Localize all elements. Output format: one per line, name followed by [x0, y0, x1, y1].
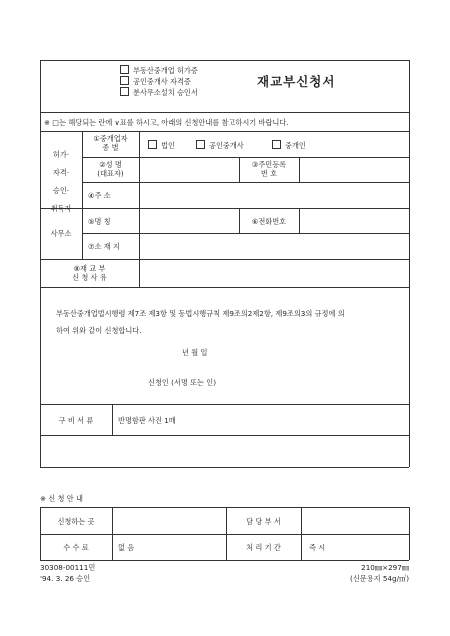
- form-number: 30308-00111민: [40, 563, 96, 572]
- checkbox-icon[interactable]: [196, 140, 205, 149]
- resident-number-field[interactable]: [301, 159, 407, 180]
- form-option-license[interactable]: 공인중개사 자격증: [120, 76, 191, 86]
- type-option-licensed-agent[interactable]: 공인중개사: [196, 140, 244, 150]
- processing-period-value: 즉 시: [309, 543, 326, 552]
- paper-type: (신문용지 54g/㎡): [350, 574, 409, 583]
- type-option-broker[interactable]: 중개인: [272, 140, 306, 150]
- address-field[interactable]: [141, 184, 407, 206]
- documents-value: 반명함판 사진 1매: [118, 416, 176, 425]
- form-option-branch[interactable]: 분사무소설치 승인서: [120, 87, 198, 97]
- fee-label: 수 수 료: [63, 543, 89, 552]
- office-group-label: 사무소: [50, 229, 72, 238]
- page-title: 재교부신청서: [257, 74, 336, 89]
- phone-field[interactable]: [301, 210, 407, 231]
- guide-heading: ※ 신 청 안 내: [40, 494, 83, 503]
- approval-date: '94. 3. 26 승인: [40, 574, 91, 583]
- permit-group-label: 허가· 자격· 승인· 취득자: [50, 150, 72, 213]
- location-label: ⑦소 재 지: [88, 242, 120, 251]
- paper-size: 210㎜×297㎜: [361, 563, 409, 572]
- processing-period-label: 처 리 기 간: [246, 543, 281, 552]
- applicant-signature-line[interactable]: 신청인 (서명 또는 인): [148, 378, 217, 387]
- type-option-corporation[interactable]: 법인: [148, 140, 175, 150]
- name-label: ②성 명 (대표자): [97, 160, 124, 178]
- address-label: ④주 소: [88, 191, 111, 200]
- form-option-permit[interactable]: 부동산중개업 허가증: [120, 65, 198, 75]
- reissue-reason-field[interactable]: [141, 261, 407, 285]
- office-name-label: ⑤명 칭: [88, 217, 111, 226]
- legal-statement: 부동산중개업법시행령 제7조 제3항 및 동법시행규칙 제9조의2제2항, 제9조의3의 규정에 의 하여 위와 같이 신청합니다.: [56, 309, 345, 335]
- date-line: 년 월 일: [182, 348, 208, 357]
- checkbox-icon[interactable]: [120, 65, 129, 74]
- department-label: 담 당 부 서: [246, 517, 281, 526]
- agent-type-label: ①중개업자 종 별: [93, 134, 128, 152]
- checkbox-icon[interactable]: [120, 76, 129, 85]
- location-field[interactable]: [141, 235, 407, 257]
- reissue-reason-label: ⑧재 교 부 신 청 사 유: [72, 264, 107, 282]
- checkbox-icon[interactable]: [148, 140, 157, 149]
- submit-office-label: 신청하는 곳: [57, 517, 95, 526]
- phone-label: ⑥전화번호: [251, 217, 287, 226]
- fee-value: 없 음: [118, 543, 135, 552]
- checkbox-icon[interactable]: [272, 140, 281, 149]
- office-name-field[interactable]: [141, 210, 237, 231]
- checkbox-icon[interactable]: [120, 87, 129, 96]
- notice-text: ※ □는 해당되는 란에 ∨표를 하시고, 아래의 신청안내를 참고하시기 바랍니다.: [44, 118, 289, 127]
- resident-number-label: ③주민등록 번 호: [251, 160, 287, 178]
- documents-label: 구 비 서 류: [58, 416, 94, 425]
- name-field[interactable]: [141, 159, 237, 180]
